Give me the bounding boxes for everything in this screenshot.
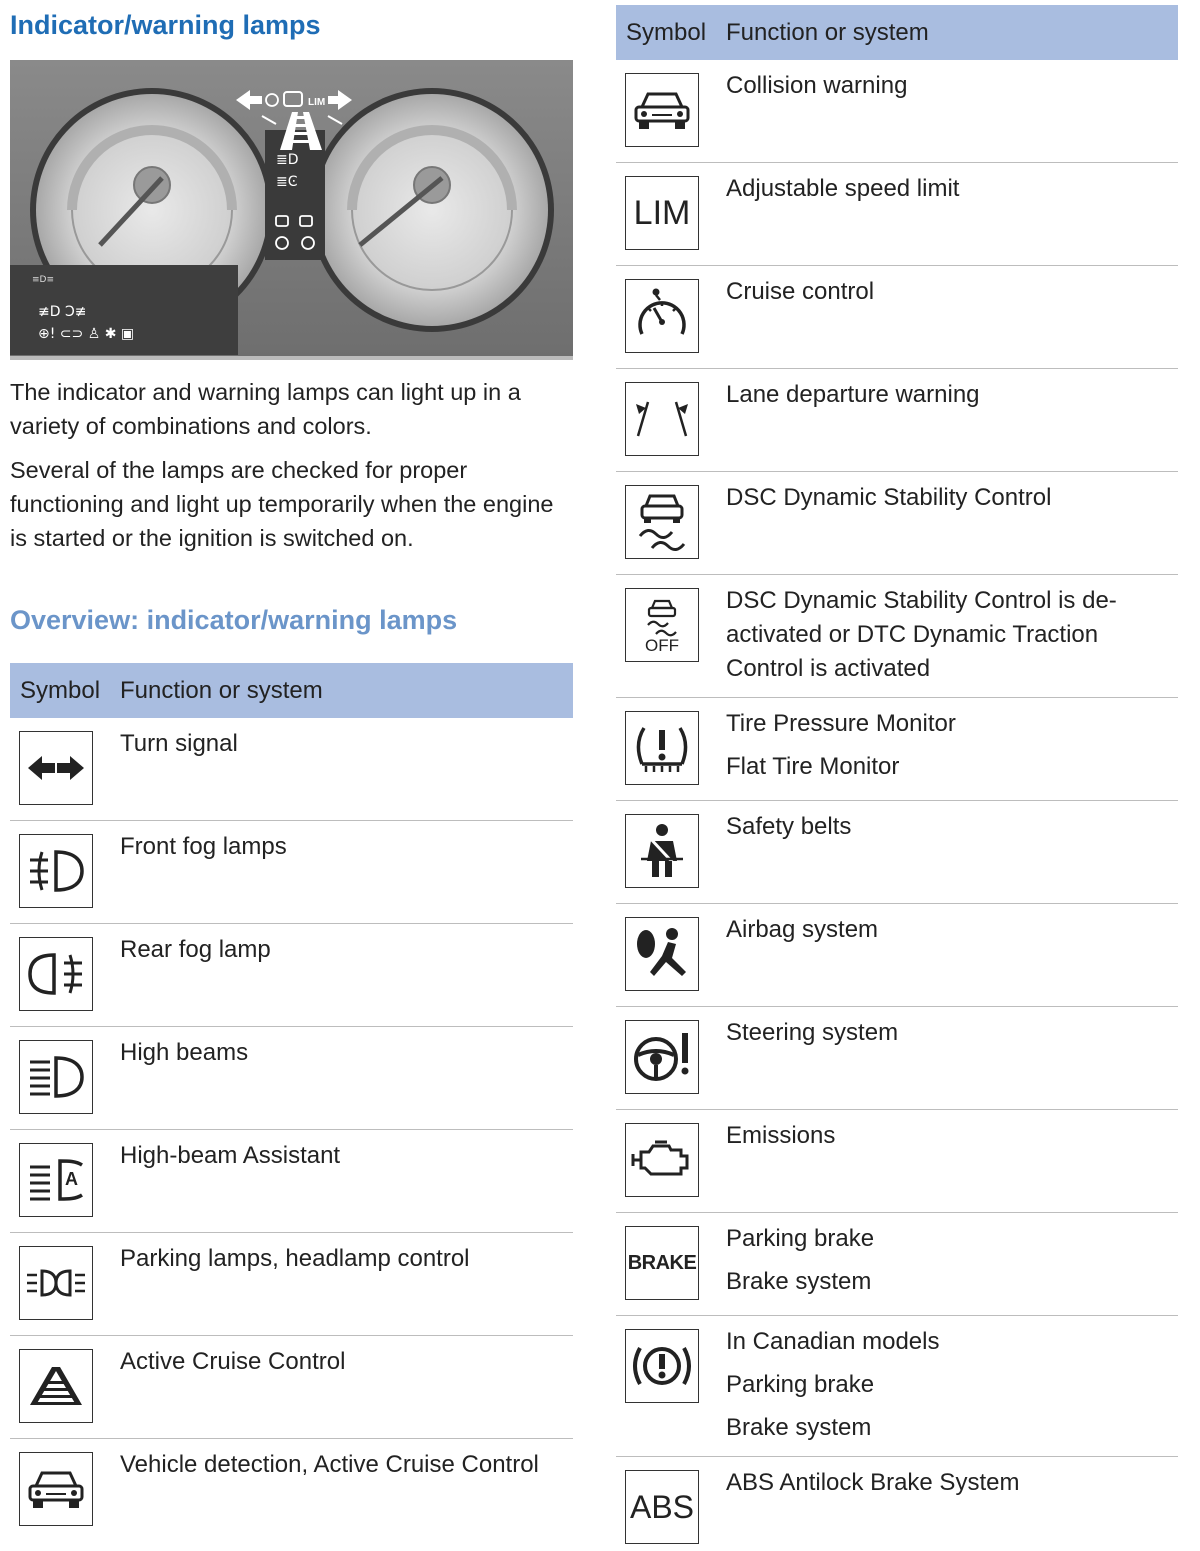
table-row bbox=[616, 60, 1178, 163]
rear-fog-lamp-icon bbox=[19, 937, 93, 1011]
svg-text:≣D: ≣D bbox=[276, 152, 299, 168]
row-function-text: Turn signal bbox=[120, 730, 238, 757]
row-function-text: Safety belts bbox=[726, 813, 852, 840]
table-row bbox=[616, 1316, 1178, 1457]
speed-limit-icon-text: LIM bbox=[633, 193, 691, 232]
lane-departure-icon bbox=[625, 382, 699, 456]
collision-warning-icon bbox=[625, 73, 699, 147]
brake-text-icon bbox=[625, 1226, 699, 1300]
row-function-text: Tire Pressure Monitor bbox=[726, 710, 956, 737]
col-function-header: Function or system bbox=[726, 18, 929, 46]
front-fog-lamps-icon bbox=[19, 834, 93, 908]
table-row bbox=[616, 1007, 1178, 1110]
row-function-text: Active Cruise Control bbox=[120, 1348, 346, 1375]
cluster-lim-label: LIM bbox=[308, 97, 326, 108]
emissions-icon bbox=[625, 1123, 699, 1197]
row-function-text: High beams bbox=[120, 1039, 249, 1066]
svg-text:⊕! ⊂⊃ ♙ ✱ ▣: ⊕! ⊂⊃ ♙ ✱ ▣ bbox=[38, 326, 135, 342]
right-lamp-table bbox=[616, 5, 1178, 1551]
turn-signal-icon bbox=[19, 731, 93, 805]
row-function-text: ABS Antilock Brake System bbox=[726, 1469, 1020, 1496]
active-cruise-control-icon bbox=[19, 1349, 93, 1423]
cruise-control-icon bbox=[625, 279, 699, 353]
dsc-icon bbox=[625, 485, 699, 559]
table-row bbox=[10, 821, 573, 924]
table-row bbox=[616, 698, 1178, 801]
high-beams-icon bbox=[19, 1040, 93, 1114]
row-function-text: Parking brake bbox=[726, 1225, 875, 1252]
parking-lamps-icon bbox=[19, 1246, 93, 1320]
svg-text:A: A bbox=[65, 1169, 78, 1189]
row-function-text: Cruise control bbox=[726, 278, 875, 305]
row-function-text: Adjustable speed limit bbox=[726, 175, 960, 202]
left-column bbox=[10, 0, 573, 1478]
table-row bbox=[616, 163, 1178, 266]
left-table-header bbox=[10, 663, 573, 718]
row-function-text: DSC Dynamic Stability Control bbox=[726, 484, 1052, 511]
row-function-text: Vehicle detection, Active Cruise Control bbox=[120, 1451, 539, 1478]
row-function-text: Lane departure warning bbox=[726, 381, 980, 408]
table-row bbox=[10, 718, 573, 821]
intro-paragraph-1: The indicator and warning lamps can light up in a variety of combinations and colors. bbox=[10, 379, 521, 439]
abs-icon bbox=[625, 1470, 699, 1544]
brake-warning-icon bbox=[625, 1329, 699, 1403]
table-row bbox=[10, 1027, 573, 1130]
speed-limit-icon bbox=[625, 176, 699, 250]
table-row bbox=[10, 924, 573, 1027]
row-function-text: In Canadian models bbox=[726, 1328, 940, 1355]
high-beam-assistant-icon bbox=[19, 1143, 93, 1217]
page-heading: Indicator/warning lamps bbox=[10, 10, 321, 40]
right-table-header bbox=[616, 5, 1178, 60]
safety-belt-icon bbox=[625, 814, 699, 888]
svg-text:≢D Ͻ≢: ≢D Ͻ≢ bbox=[38, 304, 87, 320]
brake-text-icon-text: BRAKE bbox=[627, 1251, 697, 1274]
row-function-text: Brake system bbox=[726, 1268, 872, 1295]
col-symbol-header: Symbol bbox=[626, 18, 707, 46]
row-function-text: DSC Dynamic Stability Control is de-activated or DTC Dynamic Traction Control is activated bbox=[726, 587, 1117, 682]
row-function-text: Parking lamps, headlamp control bbox=[120, 1245, 470, 1272]
table-row bbox=[10, 1336, 573, 1439]
row-function-text: High-beam Assistant bbox=[120, 1142, 341, 1169]
row-function-text: Flat Tire Monitor bbox=[726, 753, 900, 780]
instrument-cluster-image bbox=[10, 60, 573, 360]
table-row bbox=[616, 575, 1178, 698]
steering-system-icon bbox=[625, 1020, 699, 1094]
table-row bbox=[10, 1439, 573, 1542]
intro-paragraph-2: Several of the lamps are checked for proper functioning and light up temporarily when the engine is started or the ignition is switched on. bbox=[10, 457, 554, 551]
svg-text:≣Ͼ: ≣Ͼ bbox=[276, 174, 298, 190]
table-row bbox=[616, 369, 1178, 472]
vehicle-detection-icon bbox=[19, 1452, 93, 1526]
row-function-text: Rear fog lamp bbox=[120, 936, 271, 963]
left-lamp-table bbox=[10, 663, 573, 1542]
dsc-off-icon bbox=[625, 588, 699, 662]
row-function-text: Brake system bbox=[726, 1414, 872, 1441]
col-symbol-header: Symbol bbox=[20, 676, 101, 704]
row-function-text: Front fog lamps bbox=[120, 833, 287, 860]
abs-icon-text: ABS bbox=[629, 1488, 695, 1525]
overview-subheading: Overview: indicator/warning lamps bbox=[10, 605, 458, 635]
table-row bbox=[616, 1213, 1178, 1316]
airbag-icon bbox=[625, 917, 699, 991]
row-function-text: Steering system bbox=[726, 1019, 899, 1046]
table-row bbox=[616, 472, 1178, 575]
table-row bbox=[616, 1457, 1178, 1551]
col-function-header: Function or system bbox=[120, 676, 323, 704]
table-row bbox=[616, 266, 1178, 369]
table-row bbox=[616, 904, 1178, 1007]
table-row bbox=[616, 801, 1178, 904]
row-function-text: Emissions bbox=[726, 1122, 836, 1149]
row-function-text: Airbag system bbox=[726, 916, 879, 943]
table-row bbox=[10, 1130, 573, 1233]
row-function-text: Parking brake bbox=[726, 1371, 875, 1398]
table-row bbox=[616, 1110, 1178, 1213]
tire-pressure-icon bbox=[625, 711, 699, 785]
table-row bbox=[10, 1233, 573, 1336]
row-function-text: Collision warning bbox=[726, 72, 908, 99]
svg-text:≡D≡: ≡D≡ bbox=[32, 275, 55, 285]
dsc-off-icon-text: OFF bbox=[645, 635, 679, 655]
